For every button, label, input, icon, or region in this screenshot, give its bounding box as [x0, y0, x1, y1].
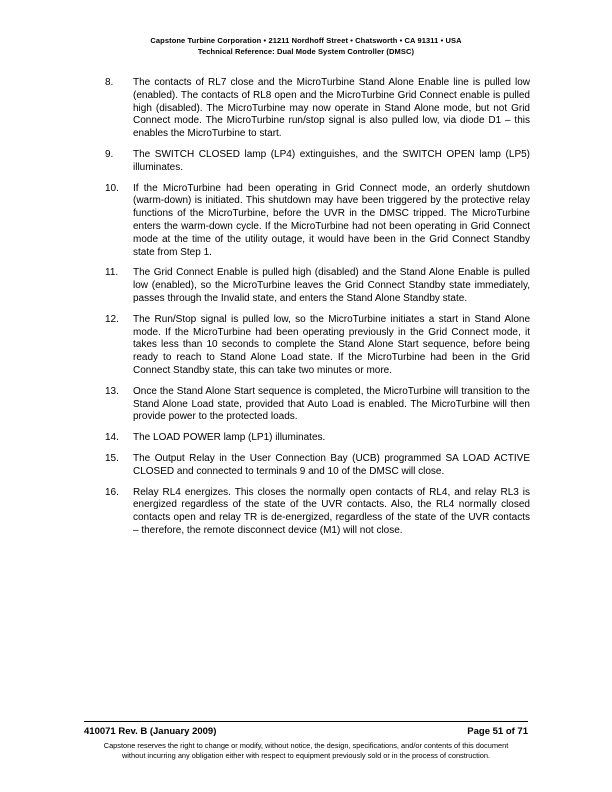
item-text: The LOAD POWER lamp (LP1) illuminates. [133, 432, 326, 444]
item-number: 9. [105, 148, 114, 160]
item-text: The SWITCH CLOSED lamp (LP4) extinguishes, and the SWITCH OPEN lamp (LP5) illuminates. [133, 148, 530, 173]
list-item-11 [105, 267, 530, 305]
list-item-16 [105, 487, 530, 538]
list-item-14 [105, 432, 530, 445]
item-text: Once the Stand Alone Start sequence is completed, the MicroTurbine will transition to the Stand Alone Load state, provided that Auto Load is enabled. The MicroTurbine will then provide power to the protected loads. [133, 385, 530, 423]
list-item-9 [105, 149, 530, 175]
numbered-list [105, 77, 530, 546]
item-text: If the MicroTurbine had been operating in Grid Connect mode, an orderly shutdown (warm-down) is initiated. This shutdown may have been triggered by the protective relay functions of the MicroTurbine, before the UVR in the DMSC tripped. The MicroTurbine enters the warm-down cycle. If the MicroTurbine had not been operating in Grid Connect mode at the time of the utility outage, it would have been in the Grid Connect Standby state from Step 1. [133, 182, 530, 258]
disclaimer-line-1: Capstone reserves the right to change or modify, without notice, the design, specifications, and/or contents of this document [103, 741, 509, 750]
list-item-12 [105, 314, 530, 378]
footer-divider [84, 721, 528, 722]
item-text: Relay RL4 energizes. This closes the normally open contacts of RL4, and relay RL3 is energized regardless of the state of the UVR contacts. Also, the RL4 normally closed contacts open and relay TR is de-energized, regardless of the state of the UVR contacts – therefore, the remote disconnect device (M1) will not close. [133, 486, 530, 536]
item-number: 14. [105, 432, 119, 444]
item-number: 12. [105, 313, 119, 325]
item-text: The contacts of RL7 close and the MicroTurbine Stand Alone Enable line is pulled low (enabled). The contacts of RL8 open and the MicroTurbine Grid Connect enable is pulled high (disabled). The MicroTurbine may now operate in Stand Alone mode, but not Grid Connect mode. The MicroTurbine run/stop signal is also pulled low, via diode D1 – this enables the MicroTurbine to start. [133, 77, 530, 140]
disclaimer-line-2: without incurring any obligation either with respect to equipment previously sold or in the process of construction. [121, 751, 491, 760]
item-number: 15. [105, 452, 119, 464]
header-reference-line: Technical Reference: Dual Mode System Controller (DMSC) [197, 47, 415, 56]
page-number: Page 51 of 71 [467, 726, 528, 737]
footer-disclaimer [0, 741, 612, 761]
item-text: The Run/Stop signal is pulled low, so the MicroTurbine initiates a start in Stand Alone mode. If the MicroTurbine had been operating previously in the Grid Connect mode, it takes less than 10 seconds to complete the Stand Alone Start sequence, before being ready to reach to Stand Alone Load state. If the MicroTurbine had been in the Grid Connect Standby state, this can take two minutes or more. [133, 313, 530, 376]
header-company-line: Capstone Turbine Corporation • 21211 Nordhoff Street • Chatsworth • CA 91311 • USA [150, 36, 462, 45]
item-text: The Output Relay in the User Connection Bay (UCB) programmed SA LOAD ACTIVE CLOSED and connected to terminals 9 and 10 of the DMSC will close. [133, 452, 530, 477]
item-text: The Grid Connect Enable is pulled high (disabled) and the Stand Alone Enable is pulled low (enabled), so the MicroTurbine leaves the Grid Connect Standby state immediately, passes through the Invalid state, and enters the Stand Alone Standby state. [133, 267, 530, 304]
list-item-13 [105, 386, 530, 424]
item-number: 10. [105, 182, 119, 194]
item-number: 11. [105, 267, 119, 279]
list-item-10 [105, 183, 530, 260]
page-header [0, 35, 612, 57]
footer-meta-row [84, 726, 528, 738]
item-number: 8. [105, 77, 114, 88]
item-number: 13. [105, 385, 119, 397]
list-item-8 [105, 77, 530, 141]
item-number: 16. [105, 486, 119, 498]
list-item-15 [105, 453, 530, 479]
document-reference: 410071 Rev. B (January 2009) [84, 726, 217, 737]
